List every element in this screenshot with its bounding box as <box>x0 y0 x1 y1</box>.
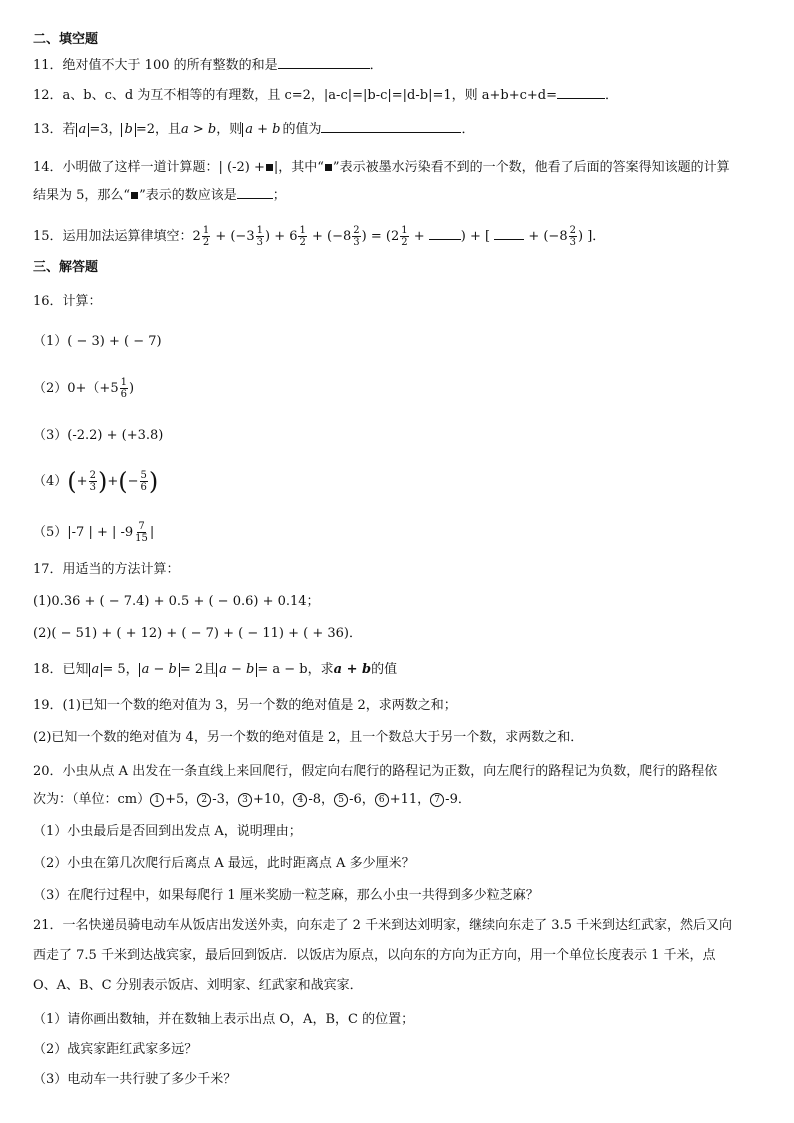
q13-abs-sum <box>242 123 282 137</box>
q14-text-a: 14．小明做了这样一道计算题：| (-2) + <box>33 160 265 175</box>
q19-part-1: 19．(1)已知一个数的绝对值为 3，另一个数的绝对值是 2，求两数之和； <box>33 698 457 713</box>
question-11 <box>33 56 383 76</box>
step-value: +10， <box>252 792 294 807</box>
step-value: -9． <box>445 792 471 807</box>
q17-part-1: (1)0.36 + ( − 7.4) + 0.5 + ( − 0.6) + 0.14； <box>33 594 320 609</box>
fraction: $\frac{2}{3}$ <box>353 225 360 248</box>
ink-blot-icon <box>131 192 138 199</box>
q12-answer-blank[interactable] <box>557 86 605 99</box>
q16-part-2: （2）0+（+5 $\frac{1}{6}$ ) <box>33 377 135 400</box>
step-value: -6， <box>349 792 375 807</box>
fraction: $\frac{2}{3}$ <box>89 470 96 493</box>
section-heading-fill: 二、填空题 <box>33 32 99 47</box>
step-value: +5， <box>165 792 198 807</box>
q20-sub-2: （2）小虫在第几次爬行后离点 A 最远，此时距离点 A 多少厘米？ <box>33 856 415 871</box>
q18-prefix: 18．已知 <box>33 662 89 677</box>
q18-abs-a: a <box>89 663 103 677</box>
q12-end: ． <box>605 88 619 103</box>
q14-answer-blank[interactable] <box>237 186 273 199</box>
fraction: $\frac{1}{6}$ <box>120 377 127 400</box>
fraction: $\frac{1}{3}$ <box>256 225 263 248</box>
q13-prefix: 13．若 <box>33 122 76 137</box>
q20-line-2 <box>33 790 471 810</box>
step-number-circle: 1 <box>150 793 164 807</box>
q18-end: 的值 <box>371 662 398 677</box>
q16-title: 16．计算： <box>33 294 102 309</box>
q21-sub-1: （1）请你画出数轴，并在数轴上表示出点 O，A，B，C 的位置； <box>33 1012 415 1027</box>
q20-sub-3: （3）在爬行过程中，如果每爬行 1 厘米奖励一粒芝麻，那么小虫一共得到多少粒芝麻？ <box>33 888 539 903</box>
q16-part-5-end: | <box>149 525 155 540</box>
question-18 <box>33 660 397 680</box>
q20-line-1: 20．小虫从点 A 出发在一条直线上来回爬行，假定向右爬行的路程记为正数，向左爬行的路程记为负数，爬行的路程依 <box>33 764 718 779</box>
q17-title: 17．用适当的方法计算： <box>33 562 180 577</box>
q13-abs-b: b <box>121 123 135 137</box>
q13-part-e: 的值为 <box>282 122 322 137</box>
q13-answer-blank[interactable] <box>321 120 461 133</box>
fraction: $\frac{7}{15}$ <box>135 521 148 544</box>
step-number-circle: 7 <box>430 793 444 807</box>
q11-text: 11．绝对值不大于 100 的所有整数的和是 <box>33 58 278 73</box>
fraction: $\frac{5}{6}$ <box>140 470 147 493</box>
q18-expression: a + b <box>333 662 372 677</box>
q21-line-1: 21．一名快递员骑电动车从饭店出发送外卖，向东走了 2 千米到达刘明家，继续向东走了 3.5 千米到达红武家，然后又向 <box>33 918 733 933</box>
ink-blot-icon <box>325 164 332 171</box>
q15-blank-1[interactable] <box>429 227 461 240</box>
q16-part-3: （3）(-2.2) + (+3.8) <box>33 428 164 443</box>
q18-part-b: = 5， <box>102 662 139 677</box>
q16-part-2-text: （2）0+（+5 <box>33 381 119 396</box>
q21-line-3: O、A、B、C 分别表示饭店、刘明家、红武家和战宾家． <box>33 978 363 993</box>
q18-part-d: = a − b，求 <box>257 662 334 677</box>
q12-text: 12．a、b、c、d 为互不相等的有理数，且 c=2，|a-c|=|b-c|=|d-b|=1，则 a+b+c+d= <box>33 88 557 103</box>
q13-abs-a: a <box>76 123 90 137</box>
q16-part-4-label: （4） <box>33 474 68 489</box>
question-15: 15．运用加法运算律填空：2 $\frac{1}{2}$ + (−3 $\frac{1}{3}$ ) + 6 $\frac{1}{2}$ + (−8 $\frac{2}{3}$ ) = (2 $\frac{1}{2}$ + ) + [ + (−8 $\frac{2}{3}$ ) ]． <box>33 225 606 248</box>
q15-blank-2[interactable] <box>494 227 524 240</box>
q15-text: 15．运用加法运算律填空： <box>33 229 193 244</box>
fraction: $\frac{1}{2}$ <box>401 225 408 248</box>
step-number-circle: 6 <box>375 793 389 807</box>
q13-part-c: =2，且 <box>135 122 181 137</box>
fraction: $\frac{1}{2}$ <box>299 225 306 248</box>
step-value: -3， <box>212 792 238 807</box>
ink-blot-icon <box>266 164 273 171</box>
q20-sub-1: （1）小虫最后是否回到出发点 A，说明理由； <box>33 824 302 839</box>
q13-condition: a > b <box>180 122 217 137</box>
question-14-line-2 <box>33 186 286 206</box>
step-number-circle: 2 <box>197 793 211 807</box>
q14-text-e: ”表示的数应该是 <box>139 188 237 203</box>
fraction: $\frac{2}{3}$ <box>569 225 576 248</box>
q20-steps <box>150 792 471 807</box>
q11-answer-blank[interactable] <box>278 56 370 69</box>
question-13 <box>33 120 475 140</box>
q11-end: ． <box>369 58 383 73</box>
q16-part-4: （4）(+ $\frac{2}{3}$ )+(− $\frac{5}{6}$ ) <box>33 467 159 496</box>
fraction: $\frac{1}{2}$ <box>202 225 210 248</box>
q18-abs-a-minus-b: a − b <box>139 663 180 677</box>
q14-text-b: |，其中“ <box>273 160 324 175</box>
q21-line-2: 西走了 7.5 千米到达战宾家，最后回到饭店．以饭店为原点，以向东的方向为正方向，用一个单位长度表示 1 千米，点 <box>33 948 716 963</box>
step-number-circle: 4 <box>293 793 307 807</box>
q21-sub-2: （2）战宾家距红武家多远？ <box>33 1042 198 1057</box>
q13-part-d: ，则 <box>216 122 243 137</box>
q18-part-c: = 2且 <box>179 662 217 677</box>
q17-part-2: (2)( − 51) + ( + 12) + ( − 7) + ( − 11) + ( + 36)． <box>33 626 362 641</box>
q13-end: ． <box>461 122 475 137</box>
step-number-circle: 3 <box>238 793 252 807</box>
step-value: +11， <box>389 792 431 807</box>
q14-text-c: ”表示被墨水污染看不到的一个数，他看了后面的答案得知该题的计算 <box>332 160 730 175</box>
q16-part-1: （1）( − 3) + ( − 7) <box>33 334 162 349</box>
q16-part-5-text: （5）|-7 | + | -9 <box>33 525 134 540</box>
q16-part-5 <box>33 518 154 548</box>
q21-sub-3: （3）电动车一共行驶了多少千米？ <box>33 1072 237 1087</box>
section-heading-solve: 三、解答题 <box>33 260 99 275</box>
q14-end: ； <box>272 188 286 203</box>
question-14-line-1 <box>33 158 730 178</box>
q14-text-d: 结果为 5，那么“ <box>33 188 131 203</box>
q13-part-b: =3， <box>89 122 122 137</box>
q19-part-2: (2)已知一个数的绝对值为 4，另一个数的绝对值是 2，且一个数总大于另一个数，求两数之和． <box>33 730 584 745</box>
step-value: -8， <box>308 792 335 807</box>
step-number-circle: 5 <box>334 793 348 807</box>
question-12 <box>33 86 618 106</box>
q20-unit-text: 次为：（单位：cm） <box>33 792 151 807</box>
q13-expression: a + b <box>245 122 281 137</box>
q18-abs-a-minus-b-2: a − b <box>216 663 257 677</box>
